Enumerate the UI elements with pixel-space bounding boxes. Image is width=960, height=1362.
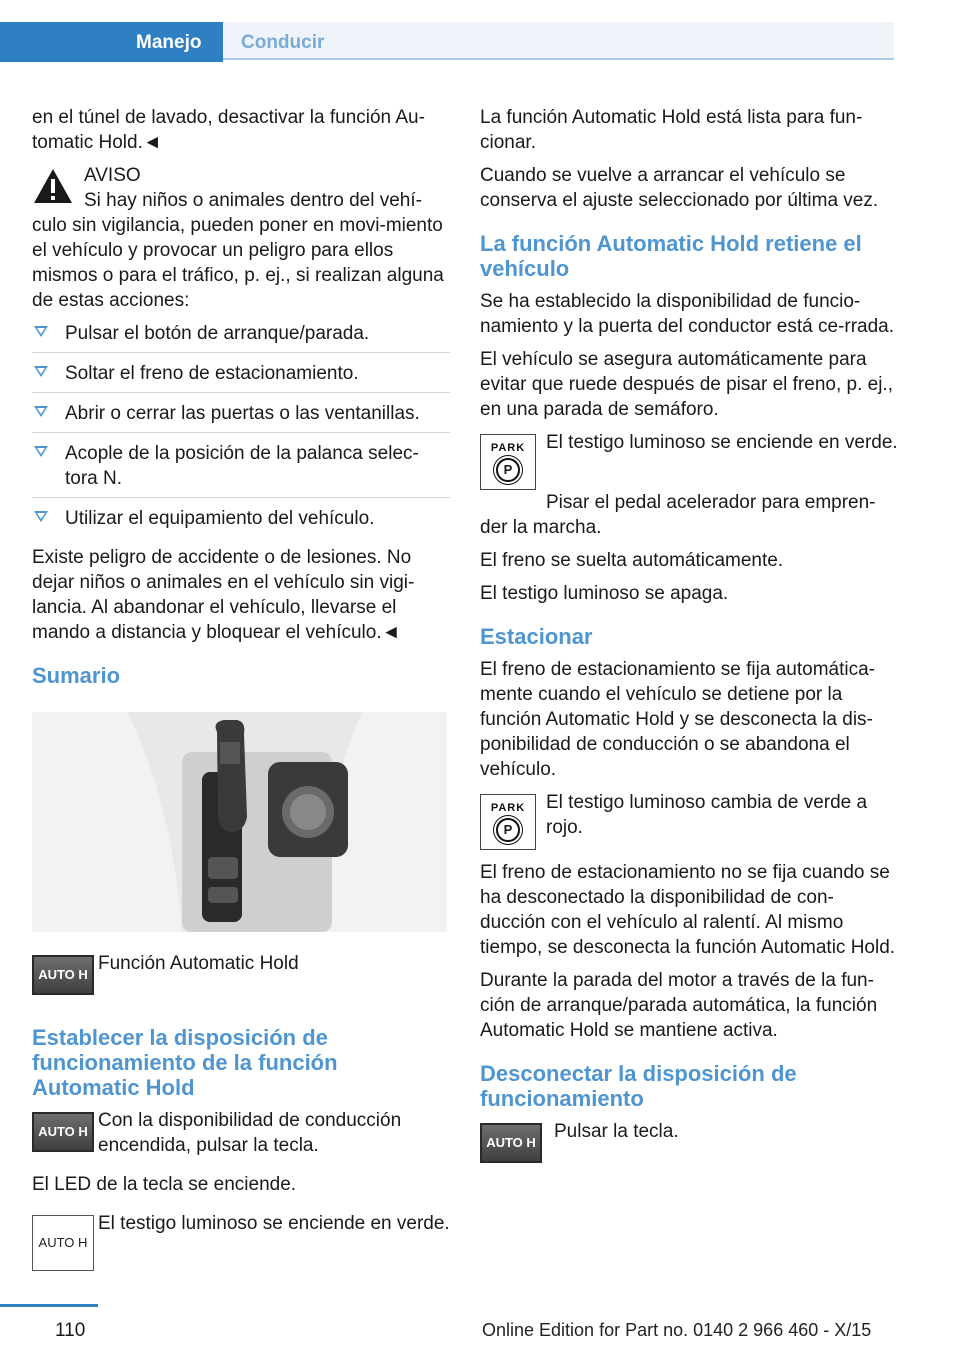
paragraph: Durante la parada del motor a través de la fun‐ción de arranque/parada automática, la función Automatic Hold se mantiene activa. xyxy=(480,970,878,1041)
paragraph: El testigo luminoso cambia de verde a rojo. xyxy=(546,792,868,838)
console-photo xyxy=(32,712,447,932)
heading-retiene: La función Automatic Hold retiene el vehículo xyxy=(480,231,862,281)
triangle-bullet-icon xyxy=(34,511,48,522)
auto-h-button-icon: AUTO H xyxy=(480,1123,542,1163)
paragraph: El freno de estacionamiento no se fija cuando se ha desconectado la disponibilidad de con‐ducción con el vehículo al ralentí. Al mismo tiempo, se desconecta la función Automatic Hold. xyxy=(480,862,896,958)
auto-h-button-icon: AUTO H xyxy=(32,1112,94,1152)
paragraph: Cuando se vuelve a arrancar el vehículo se conserva el ajuste seleccionado por última vez. xyxy=(480,165,879,211)
park-row xyxy=(480,790,898,852)
paragraph: en el túnel de lavado, desactivar la función Au‐tomatic Hold.◄ xyxy=(32,107,425,153)
list-item: Utilizar el equipamiento del vehículo. xyxy=(32,506,450,537)
park-row xyxy=(480,430,898,486)
park-indicator-icon: PARK P xyxy=(480,434,536,490)
bullet-list xyxy=(32,321,450,537)
list-item: Soltar el freno de estacionamiento. xyxy=(32,361,450,393)
warning-text: Si hay niños o animales dentro del vehí‐culo sin vigilancia, pueden poner en movi‐miento el vehículo y provocar un peligro para ellos mismos o para el tráfico, p. ej., si realizan alguna de estas acciones: xyxy=(32,190,444,311)
triangle-bullet-icon xyxy=(34,326,48,337)
paragraph: El freno de estacionamiento se fija automática‐mente cuando el vehículo se detiene por la función Automatic Hold y se desconecta la dis‐ponibilidad de conducción o se abandona el vehículo. xyxy=(480,659,875,780)
paragraph: Se ha establecido la disponibilidad de funcio‐namiento y la puerta del conductor está ce‐rrada. xyxy=(480,291,895,337)
paragraph: El testigo luminoso se apaga. xyxy=(480,583,729,604)
list-item: Acople de la posición de la palanca selec‐tora N. xyxy=(32,441,450,498)
right-column xyxy=(480,105,898,1183)
auto-h-indicator-row xyxy=(32,1211,450,1267)
func-label: Función Automatic Hold xyxy=(98,953,299,974)
edition-text: Online Edition for Part no. 0140 2 966 460 - X/15 xyxy=(482,1320,872,1340)
footer-rule xyxy=(0,1304,98,1307)
list-item: Pulsar el botón de arranque/parada. xyxy=(32,321,450,353)
heading-desconectar: Desconectar la disposición de funcionamiento xyxy=(480,1061,797,1111)
list-item: Abrir o cerrar las puertas o las ventanillas. xyxy=(32,401,450,433)
paragraph: Existe peligro de accidente o de lesiones. No dejar niños o animales en el vehículo sin vigi‐lancia. Al abandonar el vehículo, llevarse el mando a distancia y bloquear el vehículo.◄ xyxy=(32,547,415,643)
left-column xyxy=(32,105,450,1275)
triangle-bullet-icon xyxy=(34,446,48,457)
heading-estacionar: Estacionar xyxy=(480,624,593,649)
paragraph: Pisar el pedal acelerador para empren‐der la marcha. xyxy=(480,492,876,538)
paragraph: El testigo luminoso se enciende en verde. xyxy=(98,1213,450,1234)
header-tabs xyxy=(0,22,894,62)
tab-conducir[interactable]: Conducir xyxy=(223,22,894,60)
paragraph: El LED de la tecla se enciende. xyxy=(32,1174,297,1195)
heading-establecer: Establecer la disposición de funcionamiento de la función Automatic Hold xyxy=(32,1025,338,1100)
warning-block xyxy=(32,163,450,188)
auto-h-indicator-icon: AUTO H xyxy=(32,1215,94,1271)
paragraph: Pulsar la tecla. xyxy=(554,1121,679,1142)
paragraph: El freno se suelta automáticamente. xyxy=(480,550,784,571)
triangle-bullet-icon xyxy=(34,366,48,377)
auto-h-row xyxy=(32,951,450,1007)
warning-icon xyxy=(32,167,74,205)
tab-manejo[interactable]: Manejo xyxy=(0,22,223,62)
warning-title: AVISO xyxy=(84,165,141,186)
auto-h-row xyxy=(480,1119,898,1175)
triangle-bullet-icon xyxy=(34,406,48,417)
auto-h-button-icon: AUTO H xyxy=(32,955,94,995)
page-number: 110 xyxy=(55,1320,86,1341)
paragraph: Con la disponibilidad de conducción encendida, pulsar la tecla. xyxy=(98,1110,402,1156)
paragraph: La función Automatic Hold está lista para fun‐cionar. xyxy=(480,107,863,153)
paragraph: El vehículo se asegura automáticamente para evitar que ruede después de pisar el freno, p. ej., en una parada de semáforo. xyxy=(480,349,893,420)
park-indicator-icon: PARK P xyxy=(480,794,536,850)
paragraph: El testigo luminoso se enciende en verde. xyxy=(546,432,898,453)
auto-h-row xyxy=(32,1108,450,1164)
heading-sumario: Sumario xyxy=(32,663,121,688)
